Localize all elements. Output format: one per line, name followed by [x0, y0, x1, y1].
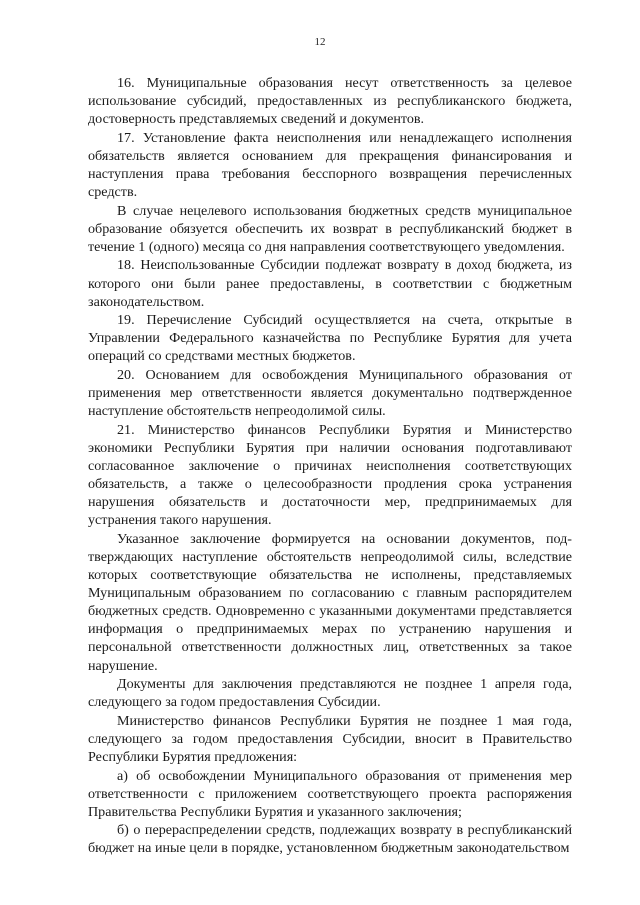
paragraph-conclusion: Указанное заключение формируется на основании документов, подтверждающих наступление обстоятельств непреодолимой силы, вследствие которых соответствующие обязательства не исполнены, представляемых Муниципальным образованием по согласованию с главным распорядителем бюджетных средств. Одновременно с указанными документами представляется информация о предпринимаемых мерах по устранению нарушения и персональной ответственности должностных лиц, ответственных за такое нарушение.: [88, 530, 572, 674]
page-number: 12: [314, 36, 326, 48]
paragraph-20: 20. Основанием для освобождения Муниципального образования от применения мер ответственности является документально подтвержденное наступление обстоятельств непреодолимой силы.: [88, 367, 572, 420]
paragraph-19: 19. Перечисление Субсидий осуществляется на счета, открытые в Управлении Федерального казначейства по Республике Бурятия для учета операций со средствами местных бюджетов.: [88, 312, 572, 365]
paragraph-item-a: а) об освобождении Муниципального образования от применения мер ответственности с приложением соответствующего проекта распоряжения Правительства Республики Бурятия и указанного заключения;: [88, 767, 572, 820]
paragraph-proposals: Министерство финансов Республики Бурятия не позднее 1 мая года, следующего за годом предоставления Субсидии, вносит в Правительство Республики Бурятия предложения:: [88, 712, 572, 765]
paragraph-item-b: б) о перераспределении средств, подлежащих возврату в республиканский бюджет на иные цели в порядке, установленном бюджетным законодательством: [88, 822, 572, 857]
paragraph-16: 16. Муниципальные образования несут ответственность за целевое использование субсидий, предоставленных из республиканского бюджета, достоверность представляемых сведений и документов.: [88, 75, 572, 128]
paragraph-misuse: В случае нецелевого использования бюджетных средств муниципальное образование обязуется обеспечить их возврат в республиканский бюджет в течение 1 (одного) месяца со дня направления соответствующего уведомления.: [88, 202, 572, 255]
paragraph-deadline: Документы для заключения представляются не позднее 1 апреля года, следующего за годом предоставления Субсидии.: [88, 676, 572, 711]
document-body: [88, 74, 572, 858]
paragraph-21: 21. Министерство финансов Республики Бурятия и Министерство экономики Республики Бурятия при наличии основания подготавливают согласованное заключение о причинах неисполнения соответствующих обязательств, а также о целесообразности продления срока устранения нарушения обязательств и достаточности мер, предпринимаемых для устранения такого нарушения.: [88, 421, 572, 529]
paragraph-18: 18. Неиспользованные Субсидии подлежат возврату в доход бюджета, из которого они были ранее предоставлены, в соответствии с бюджетным законодательством.: [88, 257, 572, 310]
paragraph-17: 17. Установление факта неисполнения или ненадлежащего исполнения обязательств является основанием для прекращения финансирования и наступления права требования бесспорного возвращения перечисленных средств.: [88, 129, 572, 201]
